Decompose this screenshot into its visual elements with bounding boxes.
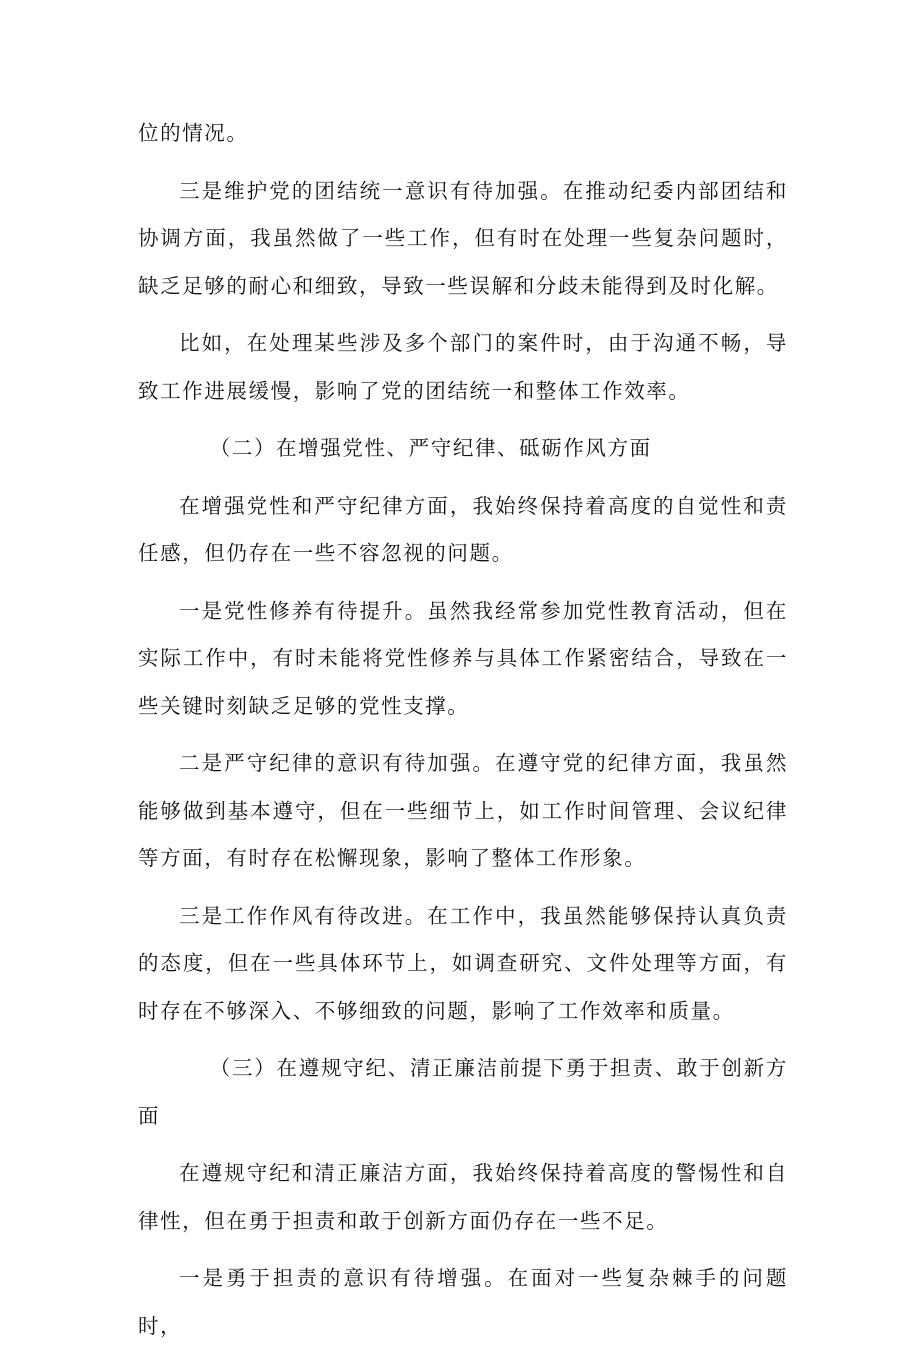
paragraph-integrity-intro: 在遵规守纪和清正廉洁方面，我始终保持着高度的警惕性和自律性，但在勇于担责和敢于创新方面仍存在一些不足。 [138, 1161, 788, 1233]
paragraph-unity-awareness: 三是维护党的团结统一意识有待加强。在推动纪委内部团结和协调方面，我虽然做了一些工作，但有时在处理一些复杂问题时，缺乏足够的耐心和细致，导致一些误解和分歧未能得到及时化解。 [138, 178, 788, 298]
paragraph-continuation: 位的情况。 [138, 121, 249, 145]
paragraph-discipline: 二是严守纪律的意识有待加强。在遵守党的纪律方面，我虽然能够做到基本遵守，但在一些细节上，如工作时间管理、会议纪律等方面，有时存在松懈现象，影响了整体工作形象。 [138, 751, 788, 870]
paragraph-party-spirit: 一是党性修养有待提升。虽然我经常参加党性教育活动，但在实际工作中，有时未能将党性修养与具体工作紧密结合，导致在一些关键时刻缺乏足够的党性支撑。 [138, 598, 788, 718]
paragraph-party-discipline-intro: 在增强党性和严守纪律方面，我始终保持着高度的自觉性和责任感，但仍存在一些不容忽视的问题。 [138, 493, 788, 565]
paragraph-example: 比如，在处理某些涉及多个部门的案件时，由于沟通不畅，导致工作进展缓慢，影响了党的团结统一和整体工作效率。 [138, 331, 788, 403]
document-body [138, 110, 788, 1360]
section-heading-2: （二）在增强党性、严守纪律、砥砺作风方面 [209, 436, 652, 460]
paragraph-responsibility: 一是勇于担责的意识有待增强。在面对一些复杂棘手的问题时， [138, 1266, 788, 1338]
paragraph-work-style: 三是工作作风有待改进。在工作中，我虽然能够保持认真负责的态度，但在一些具体环节上，如调查研究、文件处理等方面，有时存在不够深入、不够细致的问题，影响了工作效率和质量。 [138, 903, 788, 1023]
section-heading-3: （三）在遵规守纪、清正廉洁前提下勇于担责、敢于创新方面 [138, 1056, 788, 1128]
